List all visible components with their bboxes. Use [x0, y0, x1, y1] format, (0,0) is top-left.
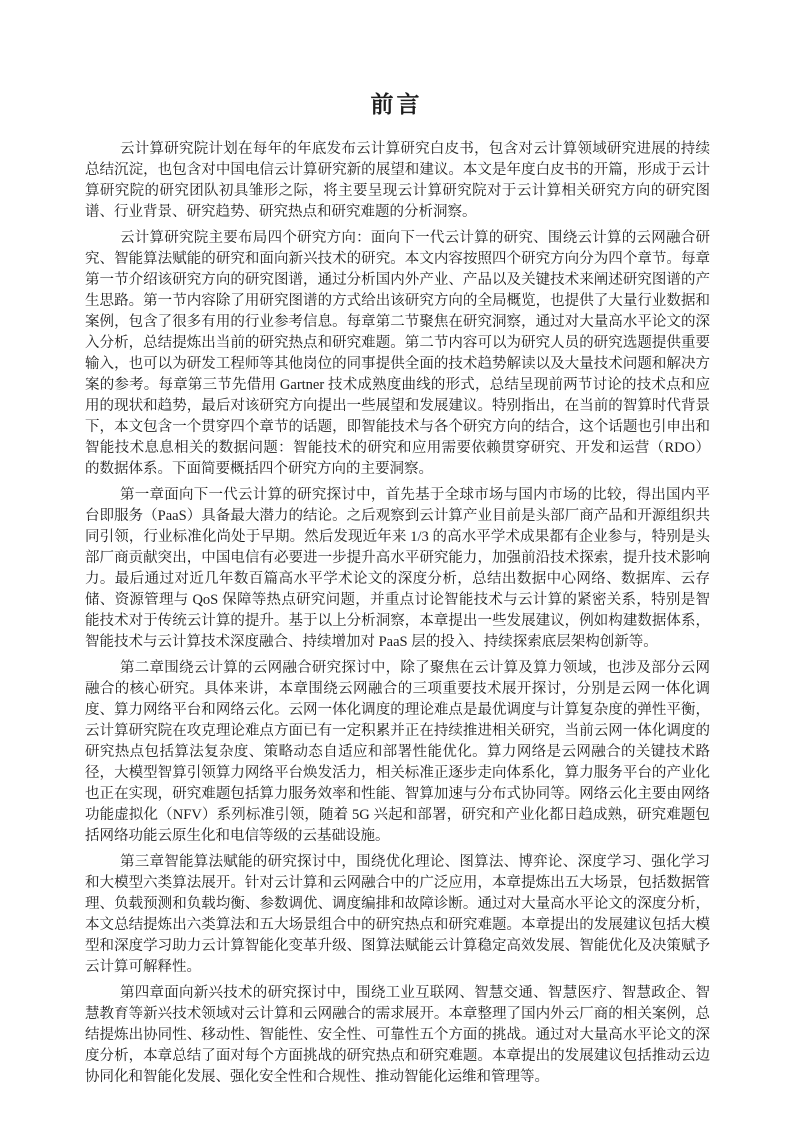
paragraph-chapter2-summary: 第二章围绕云计算的云网融合研究探讨中，除了聚焦在云计算及算力领域，也涉及部分云网融合的核心研究。具体来讲，本章围绕云网融合的三项重要技术展开探讨，分别是云网一体化调度、算力网络平台和网络云化。云网一体化调度的理论难点是最优调度与计算复杂度的弹性平衡，云计算研究院在攻克理论难点方面已有一定积累并正在持续推进相关研究，当前云网一体化调度的研究热点包括算法复杂度、策略动态自适应和部署性能优化。算力网络是云网融合的关键技术路径，大模型智算引领算力网络平台焕发活力，相关标准正逐步走向体系化，算力服务平台的产业化也正在实现，研究难题包括算力服务效率和性能、智算加速与分布式协同等。网络云化主要由网络功能虚拟化（NFV）系列标准引领，随着 5G 兴起和部署，研究和产业化都日趋成熟，研究难题包括网络功能云原生化和电信等级的云基础设施。: [85, 660, 710, 844]
paragraph-chapter1-summary: 第一章面向下一代云计算的研究探讨中，首先基于全球市场与国内市场的比较，得出国内平台即服务（PaaS）具备最大潜力的结论。之后观察到云计算产业目前是头部厂商产品和开源组织共同引领，行业标准化尚处于早期。然后发现近年来 1/3 的高水平学术成果都有企业参与，特别是头部厂商贡献突出，中国电信有必要进一步提升高水平研究能力，加强前沿技术探索，提升技术影响力。最后通过对近几年数百篇高水平学术论文的深度分析，总结出数据中心网络、数据库、云存储、资源管理与 QoS 保障等热点研究问题，并重点讨论智能技术与云计算的紧密关系，特别是智能技术对于传统云计算的提升。基于以上分析洞察，本章提出一些发展建议，例如构建数据体系，智能技术与云计算技术深度融合、持续增加对 PaaS 层的投入、持续探索底层架构创新等。: [85, 487, 710, 650]
page-title: 前言: [370, 92, 423, 117]
paragraph-intro: 云计算研究院计划在每年的年底发布云计算研究白皮书，包含对云计算领域研究进展的持续总结沉淀，也包含对中国电信云计算研究新的展望和建议。本文是年度白皮书的开篇，形成于云计算研究院的研究团队初具雏形之际，将主要呈现云计算研究院对于云计算相关研究方向的研究图谱、行业背景、研究趋势、研究热点和研究难题的分析洞察。: [85, 141, 710, 220]
paragraph-structure-overview: 云计算研究院主要布局四个研究方向：面向下一代云计算的研究、围绕云计算的云网融合研究、智能算法赋能的研究和面向新兴技术的研究。本文内容按照四个研究方向分为四个章节。每章第一节介绍该研究方向的研究图谱，通过分析国内外产业、产品以及关键技术来阐述研究图谱的产生思路。第一节内容除了用研究图谱的方式给出该研究方向的全局概览，也提供了大量行业数据和案例，包含了很多有用的行业参考信息。每章第二节聚焦在研究洞察，通过对大量高水平论文的深入分析，总结提炼出当前的研究热点和研究难题。第二节内容可以为研究人员的研究选题提供重要输入，也可以为研发工程师等其他岗位的同事提供全面的技术趋势解读以及大量技术问题和解决方案的参考。每章第三节先借用 Gartner 技术成熟度曲线的形式，总结呈现前两节讨论的技术点和应用的现状和趋势，最后对该研究方向提出一些展望和发展建议。特别指出，在当前的智算时代背景下，本文包含一个贯穿四个章节的话题，即智能技术与各个研究方向的结合，这个话题也引申出和智能技术息息相关的数据问题：智能技术的研究和应用需要依赖贯穿研究、开发和运营（RDO）的数据体系。下面简要概括四个研究方向的主要洞察。: [85, 230, 710, 477]
paragraph-chapter3-summary: 第三章智能算法赋能的研究探讨中，围绕优化理论、图算法、博弈论、深度学习、强化学习和大模型六类算法展开。针对云计算和云网融合中的广泛应用，本章提炼出五大场景，包括数据管理、负载预测和负载均衡、参数调优、调度编排和故障诊断。通过对大量高水平论文的深度分析，本文总结提炼出六类算法和五大场景组合中的研究热点和研究难题。本章提出的发展建议包括大模型和深度学习助力云计算智能化变革升级、图算法赋能云计算稳定高效发展、智能优化及决策赋予云计算可解释性。: [85, 854, 710, 975]
document-body: [85, 139, 710, 1088]
paragraph-chapter4-summary: 第四章面向新兴技术的研究探讨中，围绕工业互联网、智慧交通、智慧医疗、智慧政企、智慧教育等新兴技术领域对云计算和云网融合的需求展开。本章整理了国内外云厂商的相关案例，总结提炼出协同性、移动性、智能性、安全性、可靠性五个方面的挑战。通过对大量高水平论文的深度分析，本章总结了面对每个方面挑战的研究热点和研究难题。本章提出的发展建议包括推动云边协同化和智能化发展、强化安全性和合规性、推动智能化运维和管理等。: [85, 985, 710, 1085]
